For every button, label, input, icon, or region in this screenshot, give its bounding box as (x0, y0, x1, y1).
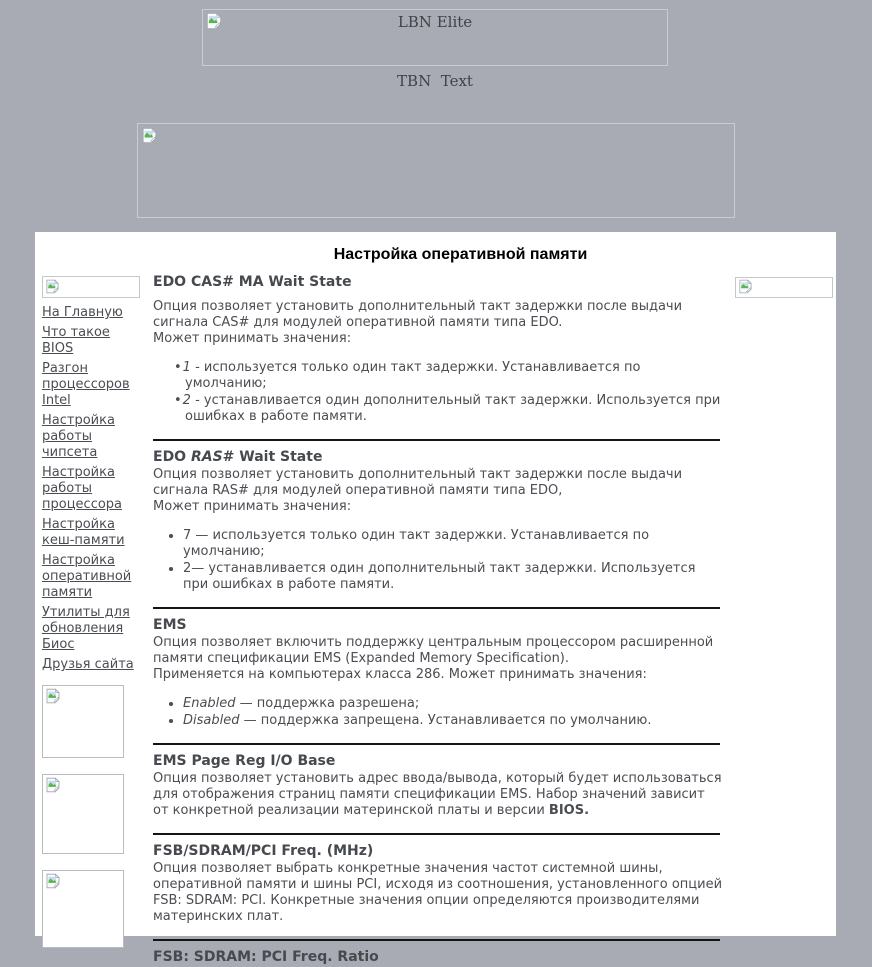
sidebar-banner[interactable] (42, 276, 140, 298)
broken-image-icon (45, 873, 61, 889)
option-value-item: • Disabled — поддержка запрещена. Устанавливается по умолчанию. (183, 713, 723, 729)
right-banner[interactable] (735, 277, 833, 298)
text-line: Опция позволяет включить поддержку центральным процессором расширенной памяти спецификации EMS (Expanded Memory Specification). (153, 635, 714, 666)
option-values-list (153, 528, 723, 593)
option-value-item: •1 - используется только один такт задержки. Устанавливается по умолчанию; (174, 360, 641, 391)
section-divider (153, 607, 720, 609)
section-title: EDO CAS# MA Wait State (153, 274, 352, 290)
section-divider (153, 439, 720, 441)
sidebar-item-what-is-bios[interactable]: Что такое BIOS (42, 325, 110, 356)
broken-image-icon (205, 12, 223, 30)
option-value-item: • 2— устанавливается один дополнительный такт задержки. Используется при ошибках в работе памяти. (183, 561, 723, 593)
section-title: EDO RAS# Wait State (153, 449, 323, 465)
section-fsb-sdram-pci-freq (153, 843, 723, 925)
sidebar-photo-placeholder[interactable] (42, 685, 124, 758)
top-banner[interactable] (202, 9, 668, 66)
section-ems-page-reg (153, 753, 723, 819)
text-line: Применяется на компьютерах класса 286. Может принимать значения: (153, 667, 647, 682)
section-title: EMS (153, 617, 187, 633)
sidebar-item-site-friends[interactable]: Друзья сайта (42, 657, 134, 672)
text-line: Может принимать значения: (153, 499, 352, 514)
broken-image-icon (141, 127, 158, 144)
broken-image-icon (45, 279, 60, 294)
option-value-item: • 7 — используется только один такт задержки. Устанавливается по умолчанию; (183, 528, 723, 560)
broken-image-icon (45, 688, 61, 704)
section-ems (153, 617, 723, 729)
broken-image-icon (738, 279, 753, 294)
sidebar-item-intel-overclocking[interactable]: Разгон процессоров Intel (42, 361, 130, 408)
option-value-item: • Enabled — поддержка разрешена; (183, 696, 723, 712)
text-line: Может принимать значения: (153, 331, 352, 346)
sidebar-photo-placeholder[interactable] (42, 870, 124, 948)
section-divider (153, 833, 720, 835)
section-fsb-sdram-pci-ratio (153, 949, 723, 965)
top-banner-caption: TBN Text (397, 72, 473, 90)
top-banner-title: LBN Elite (397, 13, 473, 31)
text-line: Опция позволяет установить дополнительный такт задержки после выдачи сигнала CAS# для модулей оперативной памяти типа EDO. (153, 299, 683, 330)
section-text (153, 635, 723, 683)
sidebar (38, 274, 145, 967)
section-text: Опция позволяет установить адрес ввода/вывода, который будет использоваться для отображения страниц памяти спецификации EMS. Набор значений зависит от конкретной реализации материнской платы и версии BIOS. (153, 771, 722, 818)
section-text (153, 467, 723, 515)
section-divider (153, 939, 720, 941)
section-edo-cas-wait-state (153, 274, 723, 425)
right-column (723, 274, 836, 967)
main-content-area (35, 232, 836, 965)
top-banner-area (202, 9, 668, 90)
section-title: FSB/SDRAM/PCI Freq. (MHz) (153, 843, 374, 859)
sidebar-item-ram-setup[interactable]: Настройка оперативной памяти (42, 553, 132, 600)
article (145, 274, 723, 967)
sidebar-item-bios-update-utils[interactable]: Утилиты для обновления Биос (42, 605, 130, 652)
sidebar-item-cpu-setup[interactable]: Настройка работы процессора (42, 465, 123, 512)
sidebar-photo-placeholder[interactable] (42, 774, 124, 854)
broken-image-icon (45, 777, 61, 793)
section-edo-ras-wait-state (153, 449, 723, 593)
option-values-list (153, 360, 723, 425)
section-text: Опция позволяет выбрать конкретные значения частот системной шины, оперативной памяти и шины PCI, исходя из соотношения, установленного опцией FSB: SDRAM: PCI. Конкретные значения опции определяются производителями материнских плат. (153, 861, 723, 924)
option-values-list (153, 696, 723, 729)
sidebar-item-cache-setup[interactable]: Настройка кеш-памяти (42, 517, 125, 548)
section-title: FSB: SDRAM: PCI Freq. Ratio (153, 949, 379, 965)
ad-banner[interactable] (137, 123, 735, 218)
page-title: Настройка оперативной памяти (333, 246, 588, 263)
section-title: EMS Page Reg I/O Base (153, 753, 336, 769)
sidebar-item-chipset-setup[interactable]: Настройка работы чипсета (42, 413, 115, 460)
section-text (153, 299, 723, 347)
text-line: Опция позволяет установить дополнительный такт задержки после выдачи сигнала RAS# для модулей оперативной памяти типа EDO, (153, 467, 683, 498)
section-divider (153, 743, 720, 745)
option-value-item: •2 - устанавливается один дополнительный такт задержки. Используется при ошибках в работе памяти. (174, 393, 721, 424)
sidebar-item-home[interactable]: На Главную (42, 305, 123, 320)
